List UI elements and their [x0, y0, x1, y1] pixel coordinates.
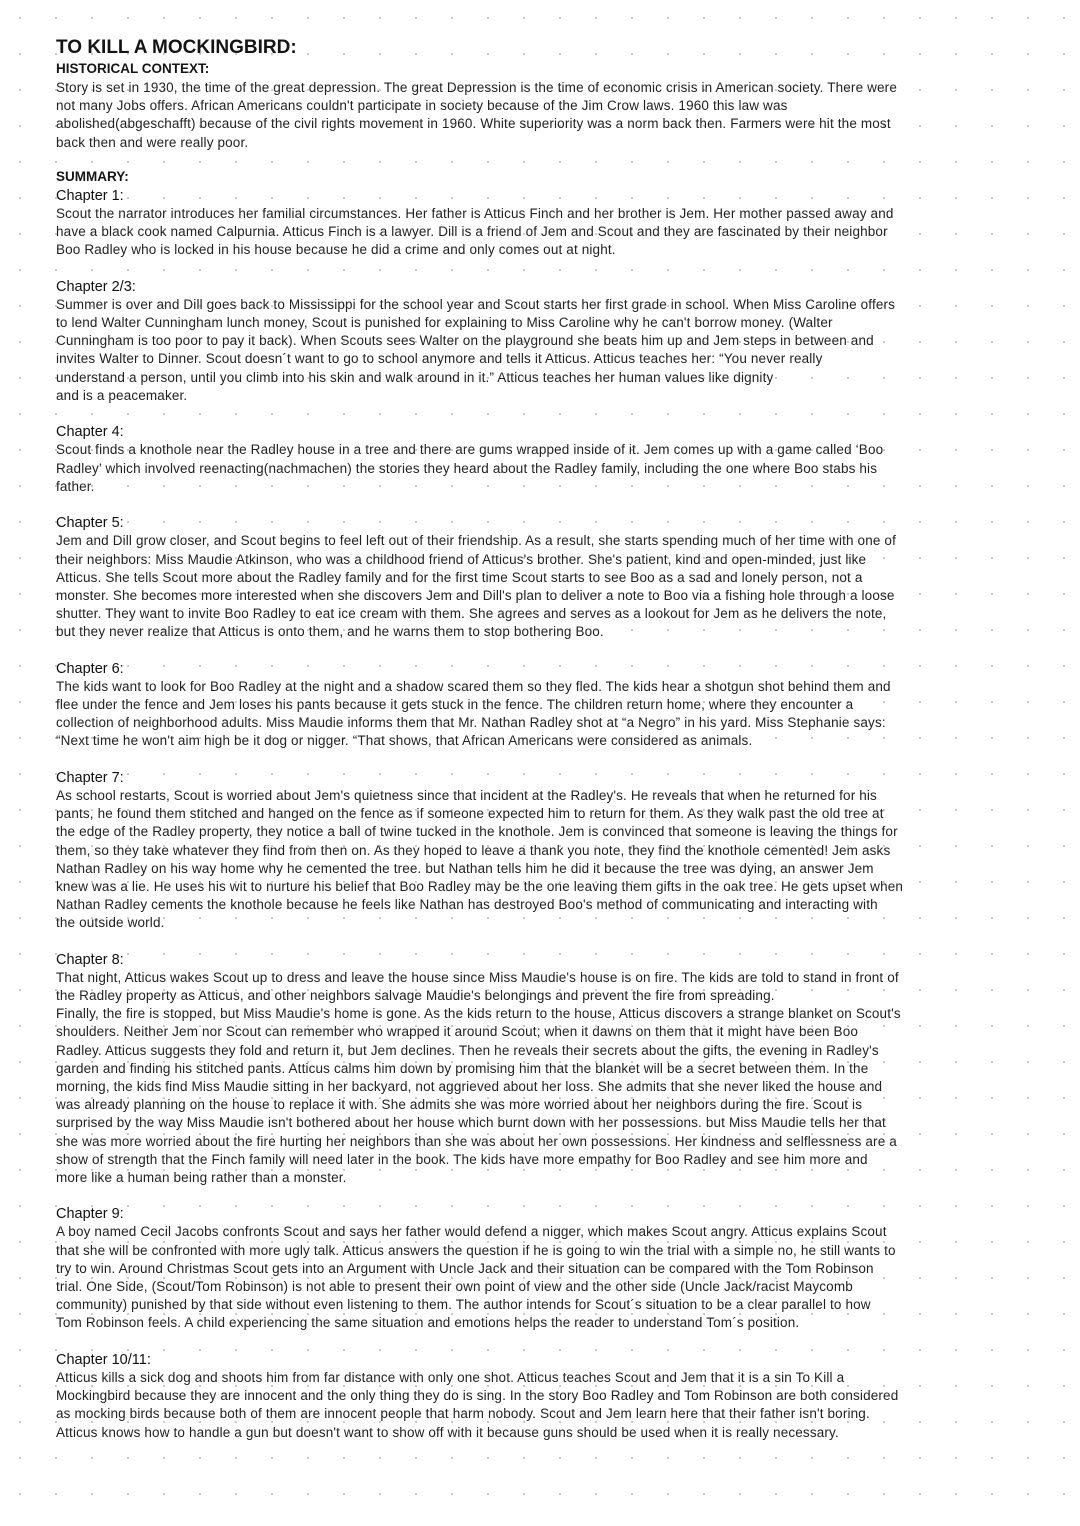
chapter-heading: Chapter 9: [56, 1206, 124, 1223]
chapter-9-section [56, 1205, 1046, 1332]
chapter-line: That night, Atticus wakes Scout up to dress and leave the house since Miss Maudie's house is on fire. The kids are told to stand in front of [56, 969, 899, 985]
chapter-line: Atticus. She tells Scout more about the Radley family and for the first time Scout starts to see Boo as a sad and lonely person, not a [56, 569, 863, 585]
chapter-line: shutter. They want to invite Boo Radley to eat ice cream with them. She agrees and serves as a lookout for Jem as he delivers the note, [56, 606, 887, 622]
document-title: TO KILL A MOCKINGBIRD: [56, 37, 297, 58]
summary-heading: SUMMARY: [56, 168, 129, 184]
chapter-heading: Chapter 5: [56, 515, 124, 532]
chapter-heading: Chapter 1: [56, 187, 124, 204]
chapter-7-section [56, 769, 1046, 933]
chapter-line: try to win. Around Christmas Scout gets into an Argument with Uncle Jack and their situation can be compared with the Tom Robinson [56, 1260, 874, 1276]
chapter-line: trial. One Side, (Scout/Tom Robinson) is not able to present their own point of view and the other side (Uncle Jack/racist Maycomb [56, 1279, 853, 1294]
historical-context-section [56, 59, 1046, 152]
chapter-line: understand a person, until you climb into his skin and walk around in it.” Atticus teaches her human values like dignity [56, 369, 774, 385]
chapter-line: the Radley property as Atticus, and other neighbors salvage Maudie's belongings and prevent the fire from spreading. [56, 988, 775, 1003]
chapter-line: the outside world. [56, 915, 165, 931]
chapter-line: As school restarts, Scout is worried about Jem's quietness since that incident at the Radley's. He reveals that when he returned for his [56, 787, 877, 803]
chapter-line: monster. She becomes more interested when she discovers Jem and Dill's plan to deliver a note to Boo via a fishing hole through a loose [56, 587, 895, 603]
chapter-line: Nathan Radley cements the knothole because he feels like Nathan has destroyed Boo's method of communicating and interacting with [56, 897, 878, 913]
chapter-line: A boy named Cecil Jacobs confronts Scout and says her father would defend a nigger, which makes Scout angry. Atticus explains Scout [56, 1224, 887, 1240]
chapter-line: surprised by the way Miss Maudie isn't bothered about her house which burnt down with her possessions. but Miss Maudie tells her that [56, 1115, 886, 1131]
chapter-line: Scout finds a knothole near the Radley house in a tree and there are gums wrapped inside of it. Jem comes up with a game called ‘Boo [56, 442, 884, 458]
chapter-line: community) punished by that side without even listening to them. The author intends for Scout´s situation to be a clear parallel to how [56, 1297, 871, 1313]
chapter-line: flee under the fence and Jem loses his pants because it gets stuck in the fence. The children return home, where they encounter a [56, 697, 854, 712]
chapter-line: Nathan Radley on his way home why he cemented the tree. but Nathan tells him he did it because the tree was dying, an answer Jem [56, 860, 874, 876]
chapter-line: she was more worried about the fire hurting her neighbors than she was about her own possessions. Her kindness and selflessness are a [56, 1133, 897, 1149]
chapter-line: Atticus kills a sick dog and shoots him from far distance with only one shot. Atticus teaches Scout and Jem that it is a sin To Kill a [56, 1369, 845, 1385]
chapter-heading: Chapter 8: [56, 951, 124, 968]
chapter-line: the edge of the Radley property, they notice a ball of twine tucked in the knothole. Jem is convinced that someone is leaving the things for [56, 824, 898, 840]
chapter-line: to lend Walter Cunningham lunch money, Scout is punished for explaining to Miss Caroline why he can't borrow money. (Walter [56, 315, 833, 331]
chapter-line: Atticus knows how to handle a gun but doesn't want to show off with it because guns should be used when it is really necessary. [56, 1424, 839, 1440]
chapter-line: father. [56, 478, 95, 494]
chapter-heading: Chapter 10/11: [56, 1351, 151, 1368]
chapter-heading: Chapter 6: [56, 660, 124, 677]
chapter-line: pants, he found them stitched and hanged on the fence as if someone expected him to return for them. As they walk past the old tree at [56, 806, 884, 822]
chapter-line: “Next time he won't aim high be it dog or nigger. “That shows, that African Americans were considered as animals. [56, 733, 753, 749]
historical-context-line: back then and were really poor. [56, 134, 249, 150]
chapter-line: Mockingbird because they are innocent and the only thing they do is sing. In the story Boo Radley and Tom Robinson are both considered [56, 1388, 899, 1404]
chapter-line: Radley. Atticus suggests they fold and return it, but Jem declines. Then he reveals their secrets about the gifts, the evening in Radley's [56, 1042, 879, 1058]
document-page [56, 37, 1046, 1442]
chapter-line: them, so they take whatever they find from then on. As they hoped to leave a thank you note, they find the knothole cemented! Jem asks [56, 842, 891, 858]
historical-context-line: Story is set in 1930, the time of the great depression. The great Depression is the time of economic crisis in American society. There were [56, 80, 897, 95]
chapter-5-section [56, 514, 1046, 641]
chapter-line: their neighbors: Miss Maudie Atkinson, who was a childhood friend of Atticus's brother. She's patient, kind and open-minded, just like [56, 551, 867, 567]
chapter-line: garden and finding his stitched pants. Atticus calms him down by promising him that the blanket will be a secret between them. In the [56, 1060, 869, 1076]
chapter-8-section [56, 951, 1046, 1187]
chapter-line: Tom Robinson feels. A child experiencing the same situation and emotions helps the reader to understand Tom´s position. [56, 1315, 800, 1331]
chapter-line: shoulders. Neither Jem nor Scout can remember who wrapped it around Scout; when it dawns on them that it might have been Boo [56, 1024, 859, 1040]
chapter-line: Finally, the fire is stopped, but Miss Maudie's home is gone. As the kids return to the house, Atticus discovers a strange blanket on Scout's [56, 1006, 901, 1022]
historical-context-line: not many Jobs offers. African Americans couldn't participate in society because of the Jim Crow laws. 1960 this law was [56, 98, 788, 114]
chapter-line: but they never realize that Atticus is onto them, and he warns them to stop bothering Boo. [56, 624, 604, 640]
chapter-line: Cunningham is too poor to pay it back). When Scouts sees Walter on the playground she beats him up and Jem steps in between and [56, 333, 874, 349]
chapter-4-section [56, 423, 1046, 496]
chapter-line: and is a peacemaker. [56, 387, 188, 403]
historical-context-line: abolished(abgeschafft) because of the civil rights movement in 1960. White superiority was a norm back then. Farmers were hit the most [56, 116, 891, 132]
chapter-line: show of strength that the Finch family will need later in the book. The kids have more empathy for Boo Radley and see him more and [56, 1151, 868, 1167]
chapter-line: more like a human being rather than a monster. [56, 1169, 347, 1185]
chapter-10-11-section [56, 1351, 1046, 1442]
chapter-line: was already planning on the house to replace it with. She admits she was more worried about her neighbors during the fire. Scout is [56, 1097, 863, 1113]
chapter-line: Radley’ which involved reenacting(nachmachen) the stories they heard about the Radley family, including the one where Boo stabs his [56, 460, 878, 476]
chapter-line: as mocking birds because both of them are innocent people that harm nobody. Scout and Jem learn here that their father isn't boring. [56, 1406, 870, 1422]
chapter-line: The kids want to look for Boo Radley at the night and a shadow scared them so they fled. The kids hear a shotgun shot behind them and [56, 678, 891, 694]
historical-context-heading: HISTORICAL CONTEXT: [56, 61, 210, 76]
chapter-line: collection of neighborhood adults. Miss Maudie informs them that Mr. Nathan Radley shot at “a Negro” in his yard. Miss Stephanie says: [56, 715, 886, 731]
chapter-line: morning, the kids find Miss Maudie sitting in her backyard, not aggrieved about her loss. She admits that she never liked the house and [56, 1078, 883, 1094]
chapter-line: that she will be confronted with more ugly talk. Atticus answers the question if he is going to win the trial with a simple no, he still wants to [56, 1242, 896, 1258]
chapter-line: Summer is over and Dill goes back to Mississippi for the school year and Scout starts her first grade in school. When Miss Caroline offers [56, 296, 896, 312]
chapter-heading: Chapter 2/3: [56, 278, 136, 295]
chapter-line: Scout the narrator introduces her familial circumstances. Her father is Atticus Finch and her brother is Jem. Her mother passed away and [56, 205, 894, 221]
chapter-line: invites Walter to Dinner. Scout doesn´t want to go to school anymore and tells it Atticus. Atticus teaches her: “You never really [56, 351, 823, 367]
chapter-line: have a black cook named Calpurnia. Atticus Finch is a lawyer. Dill is a friend of Jem and Scout and they are fascinated by their neighbor [56, 224, 888, 240]
chapter-line: Boo Radley who is locked in his house because he did a crime and only comes out at night. [56, 242, 616, 258]
chapter-heading: Chapter 4: [56, 424, 124, 441]
chapter-1-section [56, 187, 1046, 260]
chapter-2-3-section [56, 278, 1046, 405]
chapter-6-section [56, 660, 1046, 751]
chapter-line: knew was a lie. He uses his wit to nurture his belief that Boo Radley may be the one leaving them gifts in the oak tree. He gets upset when [56, 878, 904, 894]
chapter-heading: Chapter 7: [56, 769, 124, 786]
chapter-line: Jem and Dill grow closer, and Scout begins to feel left out of their friendship. As a result, she starts spending much of her time with one of [56, 533, 896, 549]
